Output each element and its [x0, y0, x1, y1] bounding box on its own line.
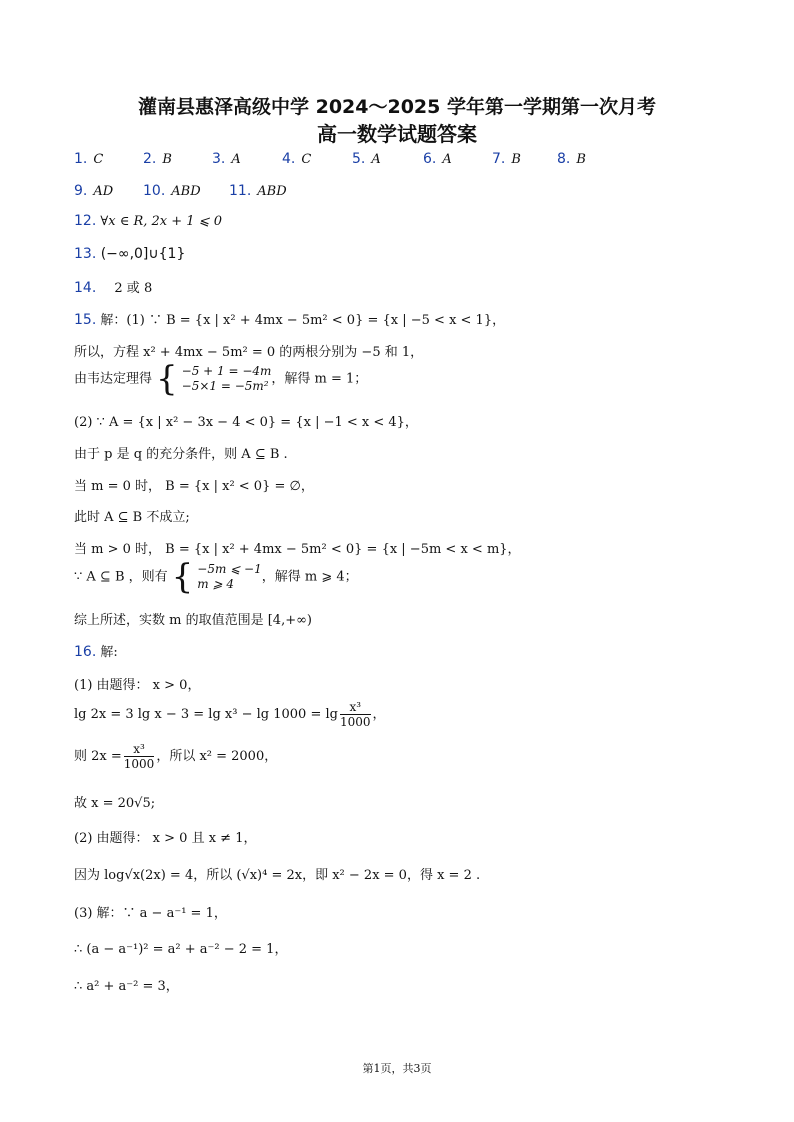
answer-item: [212, 151, 241, 167]
answer-value: C: [301, 152, 312, 167]
solution-16-line: (1) 由题得： x > 0，: [74, 678, 201, 693]
page-subtitle: 高一数学试题答案: [317, 122, 477, 146]
fraction-denominator: 1000: [123, 757, 155, 771]
answer-item: [74, 183, 113, 199]
solution-text: 解：(1) ∵ B = {x | x² + 4mx − 5m² < 0} = {x | −5 < x < 1}，: [100, 313, 506, 328]
page-title: 灌南县惠泽高级中学 2024～2025 学年第一学期第一次月考: [138, 96, 656, 118]
answer-value: ABD: [257, 184, 287, 199]
fraction-numerator: x³: [340, 700, 371, 715]
solution-15-line: [74, 309, 505, 328]
solution-16-line: (3) 解：∵ a − a⁻¹ = 1，: [74, 906, 227, 921]
answer-item: [143, 183, 201, 199]
answer-value: ABD: [171, 184, 201, 199]
solution-15-line: 由于 p 是 q 的充分条件，则 A ⊆ B .: [74, 447, 288, 462]
answer-value: B: [576, 152, 586, 167]
answer-value: AD: [93, 184, 114, 199]
system-eq: −5m ⩽ −1: [197, 562, 262, 576]
answer-text: 2 或 8: [114, 281, 153, 296]
answer-item: [74, 151, 103, 167]
question-number: 13.: [74, 246, 97, 262]
solution-16-line: 因为 log√x(2x) = 4，所以 (√x)⁴ = 2x，即 x² − 2x = 0，得 x = 2 .: [74, 868, 481, 883]
fraction-numerator: x³: [124, 742, 155, 757]
answer-value: A: [442, 152, 452, 167]
answer-number: 8.: [557, 151, 571, 167]
solution-15-system: [74, 557, 358, 597]
solution-text: 解:: [100, 645, 118, 660]
answer-value: C: [93, 152, 104, 167]
answer-text: (−∞,0]∪{1}: [100, 246, 186, 262]
question-number: 16.: [74, 644, 97, 660]
answer-text: ∀x ∈ R, 2x + 1 ⩽ 0: [100, 214, 222, 229]
solution-text: 由韦达定理得: [74, 371, 153, 387]
answer-number: 4.: [282, 151, 296, 167]
page-footer: 第1页，共3页: [362, 1062, 432, 1075]
answer-12: [74, 213, 222, 229]
answer-item: [557, 151, 586, 167]
answer-value: A: [231, 152, 241, 167]
answer-number: 9.: [74, 183, 88, 199]
question-number: 15.: [74, 312, 97, 328]
solution-15-system: [74, 359, 368, 399]
equation-system: [197, 562, 261, 592]
solution-16-line: ∴ (a − a⁻¹)² = a² + a⁻² − 2 = 1，: [74, 942, 288, 957]
answer-item: [423, 151, 452, 167]
answer-number: 11.: [229, 183, 252, 199]
solution-15-line: 综上所述，实数 m 的取值范围是 [4,+∞): [74, 613, 312, 628]
answer-13: [74, 246, 185, 262]
solution-15-line: 当 m > 0 时， B = {x | x² + 4mx − 5m² < 0} = {x | −5m < x < m}，: [74, 542, 521, 557]
answer-number: 2.: [143, 151, 157, 167]
solution-16-line: 故 x = 20√5;: [74, 796, 156, 811]
solution-15-line: (2) ∵ A = {x | x² − 3x − 4 < 0} = {x | −1 < x < 4}，: [74, 415, 418, 430]
answer-14: [74, 277, 152, 296]
solution-15-line: 此时 A ⊆ B 不成立;: [74, 510, 190, 525]
solution-text: ∵ A ⊆ B ，则有: [74, 569, 168, 585]
answer-item: [352, 151, 381, 167]
solution-16-head: [74, 641, 118, 660]
answer-item: [282, 151, 311, 167]
answer-number: 7.: [492, 151, 506, 167]
fraction: [124, 742, 155, 771]
question-number: 14.: [74, 280, 97, 296]
solution-15-line: 当 m = 0 时， B = {x | x² < 0} = ∅，: [74, 479, 314, 494]
solution-16-line: [74, 700, 386, 729]
question-number: 12.: [74, 213, 97, 229]
answer-item: [143, 151, 172, 167]
answer-number: 10.: [143, 183, 166, 199]
left-brace-icon: {: [171, 557, 194, 597]
solution-16-line: ∴ a² + a⁻² = 3，: [74, 979, 179, 994]
fraction: [340, 700, 371, 729]
answer-number: 6.: [423, 151, 437, 167]
solution-16-line: (2) 由题得： x > 0 且 x ≠ 1，: [74, 831, 257, 846]
left-brace-icon: {: [156, 359, 178, 399]
answer-value: A: [371, 152, 381, 167]
solution-text: lg 2x = 3 lg x − 3 = lg x³ − lg 1000 = lg: [74, 707, 338, 722]
answer-number: 5.: [352, 151, 366, 167]
answer-value: B: [162, 152, 172, 167]
answer-item: [492, 151, 521, 167]
solution-text: 则 2x =: [74, 749, 122, 764]
equation-system: [182, 364, 272, 394]
answer-value: B: [511, 152, 521, 167]
solution-text: ，解得 m = 1；: [271, 371, 368, 387]
solution-text: ，解得 m ⩾ 4；: [261, 569, 358, 585]
system-eq: m ⩾ 4: [197, 577, 234, 591]
solution-15-line: 所以，方程 x² + 4mx − 5m² = 0 的两根分别为 −5 和 1，: [74, 345, 424, 360]
solution-text: ，所以 x² = 2000，: [156, 749, 278, 764]
answer-item: [229, 183, 287, 199]
fraction-denominator: 1000: [339, 715, 371, 729]
answer-number: 3.: [212, 151, 226, 167]
system-eq: −5×1 = −5m²: [181, 379, 269, 393]
system-eq: −5 + 1 = −4m: [181, 364, 272, 378]
answer-number: 1.: [74, 151, 88, 167]
solution-text: ，: [372, 707, 386, 722]
solution-16-line: [74, 742, 277, 771]
